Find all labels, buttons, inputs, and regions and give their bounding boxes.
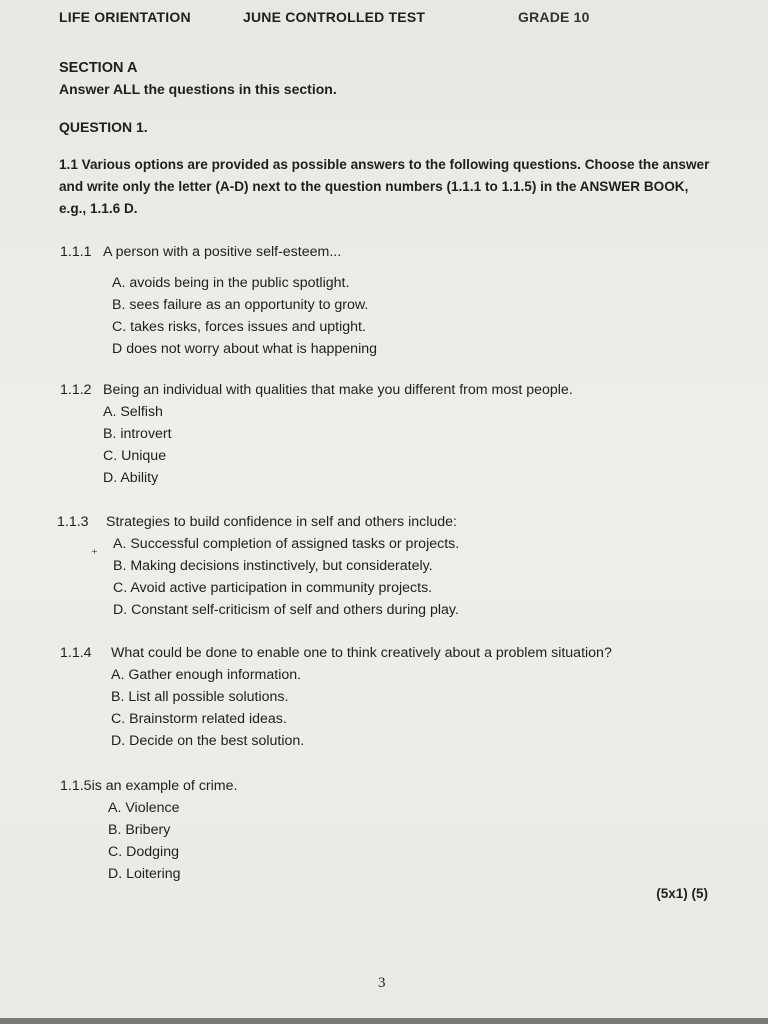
section-title: SECTION A: [59, 60, 138, 76]
question-item-1-1-4: [60, 642, 612, 752]
option-c: C. Avoid active participation in community projects.: [113, 580, 433, 596]
option-a: A. avoids being in the public spotlight.: [112, 275, 350, 291]
header-subject: LIFE ORIENTATION: [59, 9, 191, 25]
pen-mark-icon: ⁺: [91, 546, 98, 561]
question-item-1-1-1: [60, 241, 377, 360]
option-a: A. Selfish: [103, 404, 163, 420]
option-c: C. Unique: [103, 448, 167, 464]
option-d: D. Ability: [103, 470, 159, 486]
header-grade: GRADE 10: [518, 9, 590, 25]
option-d: D. Loitering: [108, 866, 181, 882]
option-b: B. Making decisions instinctively, but considerately.: [113, 558, 433, 574]
option-d: D. Decide on the best solution.: [111, 733, 305, 749]
option-c: C. Dodging: [108, 844, 179, 860]
question-title: QUESTION 1.: [59, 119, 148, 135]
item-stem: Being an individual with qualities that make you different from most people.: [103, 382, 573, 398]
item-stem: What could be done to enable one to think creatively about a problem situation?: [111, 645, 612, 661]
option-list: [112, 272, 377, 360]
option-list: [113, 533, 459, 621]
item-number: 1.1.1: [60, 244, 92, 260]
page-number: 3: [378, 975, 386, 991]
item-number: 1.1.3: [57, 514, 89, 530]
header-test-name: JUNE CONTROLLED TEST: [243, 9, 426, 25]
option-d: D. Constant self-criticism of self and others during play.: [113, 602, 459, 618]
question-item-1-1-3: [57, 511, 459, 621]
option-d: D does not worry about what is happening: [112, 341, 377, 357]
option-b: B. sees failure as an opportunity to grow.: [112, 297, 369, 313]
marks-allocation: (5x1) (5): [656, 886, 708, 901]
option-a: A. Successful completion of assigned tasks or projects.: [113, 536, 460, 552]
question-intro: 1.1 Various options are provided as possible answers to the following questions. Choose the answer and write only the letter (A-D) next to the question numbers (1.1.1 to 1.1.5) in the ANSWER BOOK, e.g., 1.1.6 D.: [59, 157, 710, 216]
option-b: B. Bribery: [108, 822, 171, 838]
option-a: A. Violence: [108, 800, 180, 816]
option-list: [111, 664, 612, 752]
page-bottom-edge: [0, 1018, 768, 1024]
question-item-1-1-5: [60, 775, 237, 885]
option-a: A. Gather enough information.: [111, 667, 302, 683]
option-b: B. introvert: [103, 426, 172, 442]
item-number: 1.1.5: [60, 778, 92, 794]
option-c: C. Brainstorm related ideas.: [111, 711, 287, 727]
section-instruction: Answer ALL the questions in this section.: [59, 81, 337, 97]
item-stem: A person with a positive self-esteem...: [103, 244, 342, 260]
option-list: [103, 401, 573, 489]
item-number: 1.1.2: [60, 382, 92, 398]
item-stem: is an example of crime.: [91, 778, 238, 794]
option-c: C. takes risks, forces issues and uptight.: [112, 319, 366, 335]
item-stem: Strategies to build confidence in self and others include:: [106, 514, 457, 530]
item-number: 1.1.4: [60, 645, 92, 661]
option-list: [108, 797, 237, 885]
question-item-1-1-2: [60, 379, 573, 489]
option-b: B. List all possible solutions.: [111, 689, 289, 705]
